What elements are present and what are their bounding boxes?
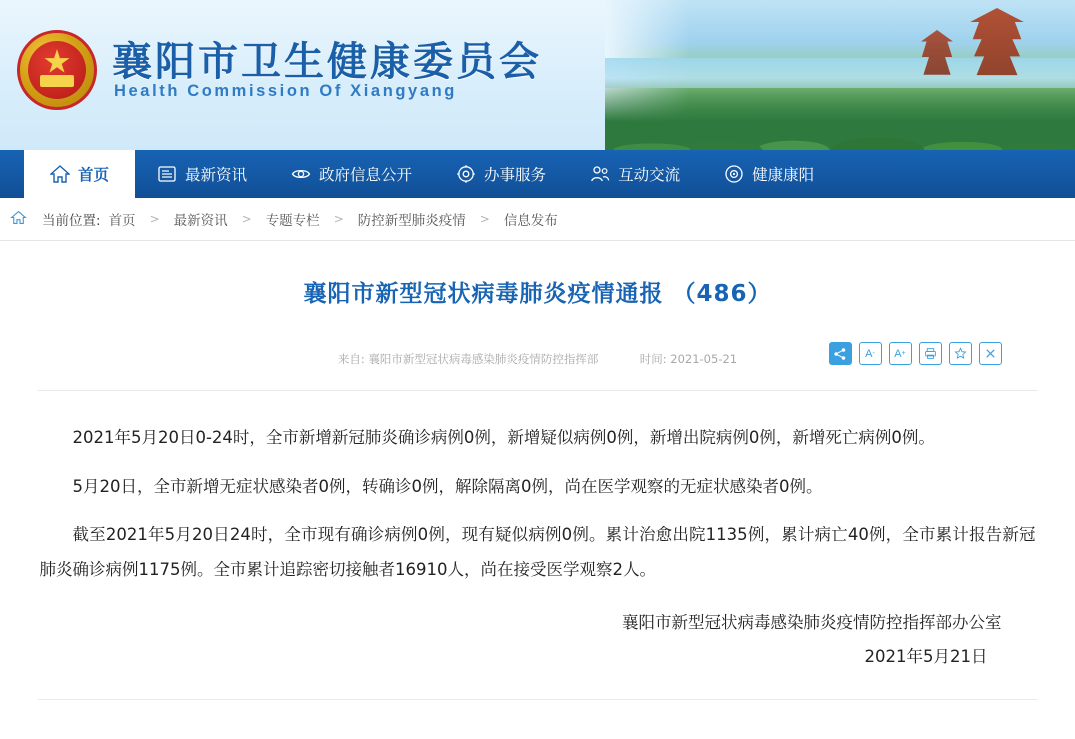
breadcrumb-separator: > [241,212,252,226]
breadcrumb-item-release[interactable]: 信息发布 [503,213,558,229]
nav-item-label: 健康康阳 [752,166,815,184]
site-title-zh: 襄阳市卫生健康委员会 [112,39,542,85]
article-paragraph: 5月20日，全市新增无症状感染者0例，转确诊0例，解除隔离0例，尚在医学观察的无症状感染者0例。 [72,476,823,496]
gear-icon [456,164,476,184]
meta-source-value: 襄阳市新型冠状病毒感染肺炎疫情防控指挥部 [368,352,599,366]
breadcrumb-label: 当前位置: [42,213,101,229]
print-icon[interactable] [919,342,942,365]
article-meta-row [38,342,1038,391]
meta-source-label: 来自: [337,352,365,366]
article-bottom-divider [38,699,1038,700]
breadcrumb-separator: > [333,212,344,226]
article-toolbar [829,342,1002,365]
scenic-photo [605,0,1075,150]
article-meta-text [338,351,737,367]
nav-item-government-info[interactable] [269,150,434,198]
news-icon [157,164,177,184]
font-increase-icon[interactable]: A + [889,342,912,365]
nav-item-interaction[interactable] [568,150,702,198]
nav-item-label: 最新资讯 [185,166,248,184]
article-paragraph: 2021年5月20日0-24时，全市新增新冠肺炎确诊病例0例，新增疑似病例0例，新增出院病例0例，新增死亡病例0例。 [72,428,935,447]
breadcrumb-item-news[interactable]: 最新资讯 [173,213,228,229]
nav-item-label: 首页 [78,166,110,184]
breadcrumb [0,198,1075,241]
target-icon [724,164,744,184]
article-signature-block [38,606,1038,675]
national-emblem [14,27,100,113]
users-icon [590,164,610,184]
eye-icon [291,164,311,184]
article-container [38,241,1038,700]
site-header-banner [0,0,1075,150]
photo-trees [605,78,1075,150]
main-navigation [0,150,1075,198]
nav-item-home[interactable] [24,150,135,198]
meta-time-value: 2021-05-21 [670,352,738,366]
nav-item-healthy-xiangyang[interactable] [702,150,836,198]
nav-item-label: 办事服务 [484,166,547,184]
favorite-icon[interactable] [949,342,972,365]
breadcrumb-separator: > [479,212,490,226]
article-sign-date: 2021年5月21日 [864,647,988,667]
nav-item-label: 互动交流 [618,166,681,184]
breadcrumb-item-epidemic[interactable]: 防控新型肺炎疫情 [357,213,466,229]
nav-item-services[interactable] [434,150,568,198]
share-icon[interactable] [829,342,852,365]
nav-item-label: 政府信息公开 [319,166,413,184]
meta-time-label: 时间: [639,352,667,366]
emblem-gate [40,75,74,87]
breadcrumb-separator: > [149,212,160,226]
article-paragraph: 截至2021年5月20日24时，全市现有确诊病例0例，现有疑似病例0例。累计治愈出院1135例，累计病亡40例，全市累计报告新冠肺炎确诊病例1175例。全市累计追踪密切接触者16910人，尚在接受医学观察2人。 [39,525,1036,579]
page-title: 襄阳市新型冠状病毒肺炎疫情通报 （486） [303,281,772,307]
article-signature: 襄阳市新型冠状病毒感染肺炎疫情防控指挥部办公室 [622,612,1002,632]
nav-item-news[interactable] [135,150,269,198]
font-decrease-icon[interactable]: A - [859,342,882,365]
font-decrease-label: A [865,347,873,360]
breadcrumb-item-home[interactable]: 首页 [108,213,136,229]
site-title-en: Health Commission Of Xiangyang [114,82,457,100]
article-body [38,421,1038,588]
home-icon [10,209,30,229]
close-icon[interactable] [979,342,1002,365]
breadcrumb-item-topics[interactable]: 专题专栏 [265,213,320,229]
font-increase-label: A [894,347,902,360]
home-icon [50,164,70,184]
